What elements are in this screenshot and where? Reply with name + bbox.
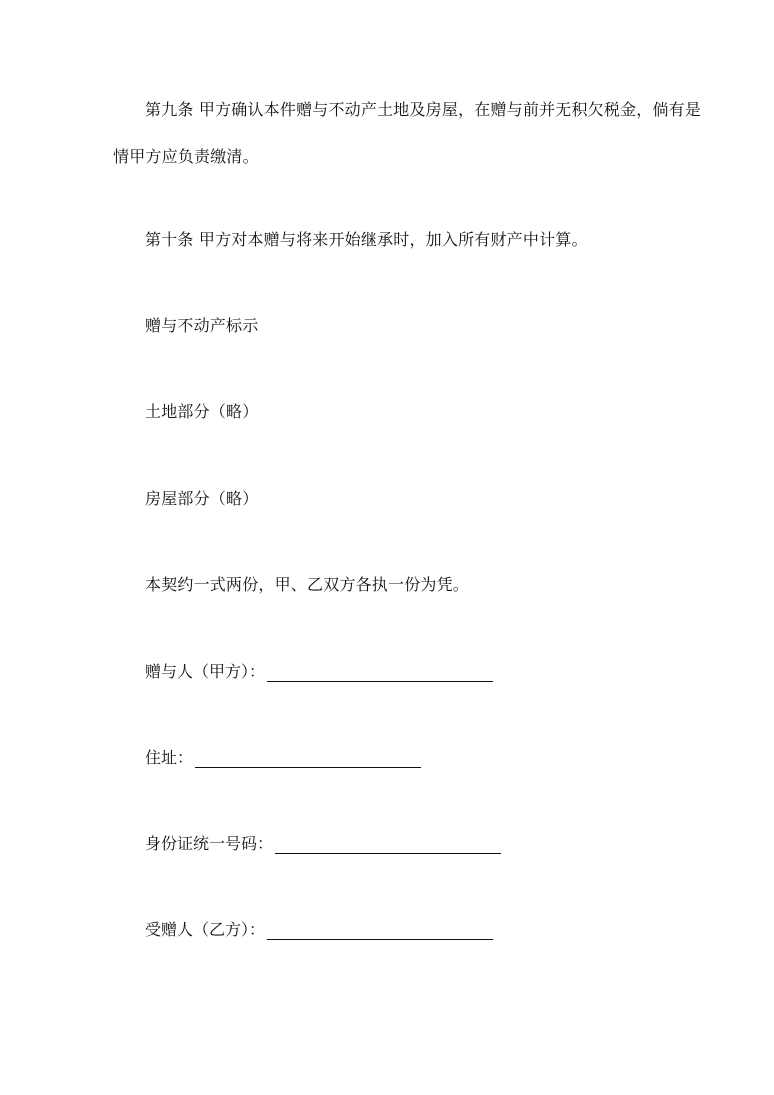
- donor-label: 赠与人（甲方）：: [145, 662, 266, 681]
- address-field: [145, 748, 421, 768]
- donor-blank-line[interactable]: [267, 665, 493, 682]
- donee-label: 受赠人（乙方）：: [145, 920, 266, 939]
- id-number-blank-line[interactable]: [275, 837, 501, 854]
- house-section: 房屋部分（略）: [145, 489, 259, 508]
- id-number-label: 身份证统一号码：: [145, 834, 274, 853]
- copies-statement: 本契约一式两份，甲、乙双方各执一份为凭。: [145, 575, 470, 594]
- donee-blank-line[interactable]: [267, 923, 493, 940]
- article-10: 第十条 甲方对本赠与将来开始继承时，加入所有财产中计算。: [145, 230, 588, 249]
- article-9-line-1: 第九条 甲方确认本件赠与不动产土地及房屋，在赠与前并无积欠税金，倘有是: [145, 100, 702, 119]
- land-section: 土地部分（略）: [145, 402, 259, 421]
- article-9-line-2: 情甲方应负责缴清。: [113, 147, 259, 166]
- address-label: 住址：: [145, 748, 194, 767]
- gift-property-heading: 赠与不动产标示: [145, 316, 259, 335]
- id-number-field: [145, 834, 501, 854]
- address-blank-line[interactable]: [195, 751, 421, 768]
- donor-signature-field: [145, 662, 493, 682]
- donee-signature-field: [145, 920, 493, 940]
